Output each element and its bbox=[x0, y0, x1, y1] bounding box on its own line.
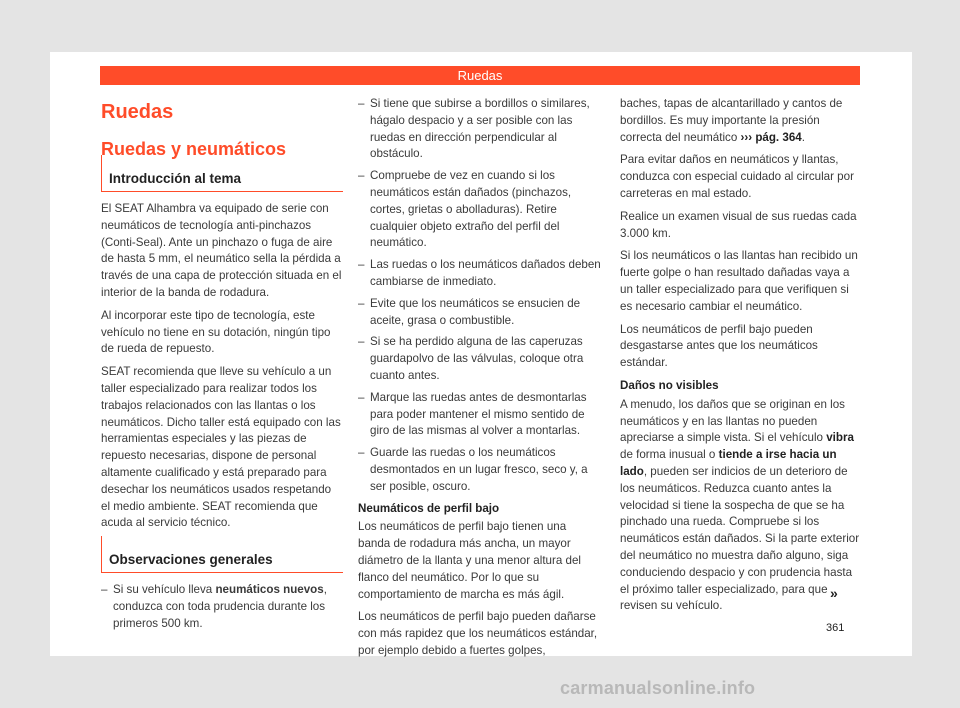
bullet-dash: – bbox=[358, 97, 365, 110]
low-profile-paragraph-2: Los neumáticos de perfil bajo pueden dañarse con más rapidez que los neumáticos estándar, por ejemplo debido a fuertes golpes, bbox=[358, 610, 598, 657]
paragraph-emphasis: tiende a irse hacia un lado bbox=[620, 448, 837, 478]
list-item bbox=[358, 445, 601, 495]
list-item-text: Si su vehículo lleva bbox=[113, 583, 216, 597]
intro-paragraph-3: SEAT recomienda que lleve su vehículo a un taller especializado para realizar todos los trabajos relacionados con las llantas o los neumáticos. Dicho taller está equipado con las herramientas especiales y las piezas de repuesto necesarias, dispone de personal altamente cualificado y está preparado para desechar los neumáticos usados respetando el medio ambiente. SEAT recomienda que acuda al servicio técnico. bbox=[101, 365, 341, 530]
intro-paragraph-1: El SEAT Alhambra va equipado de serie con neumáticos de tecnología anti-pinchazos (Conti-Seal). Ante un pinchazo o fuga de aire de hasta 5 mm, el neumático sella la pérdida a través de una capa de protección situada en el interior de la banda de rodadura. bbox=[101, 202, 342, 299]
section-header-bar: Ruedas bbox=[100, 66, 860, 85]
general-notes-heading-text: Observaciones generales bbox=[109, 552, 273, 568]
impact-paragraph: Si los neumáticos o las llantas han recibido un fuerte golpe o han resultado dañadas vaya a un taller especializado para que verifiquen si es necesario cambiar el neumático. bbox=[620, 249, 858, 313]
intro-heading-text: Introducción al tema bbox=[109, 171, 242, 186]
list-item-text: Marque las ruedas antes de desmontarlas para poder mantener el mismo sentido de giro de las mismas al volver a montarlas. bbox=[370, 390, 587, 438]
list-item bbox=[358, 296, 601, 330]
intro-heading bbox=[101, 169, 343, 192]
wear-paragraph: Los neumáticos de perfil bajo pueden desgastarse antes que los neumáticos estándar. bbox=[620, 322, 818, 370]
bullet-dash: – bbox=[358, 446, 365, 460]
section-title: Ruedas y neumáticos bbox=[101, 139, 287, 159]
paragraph-emphasis: vibra bbox=[826, 431, 854, 445]
inspection-paragraph: Realice un examen visual de sus ruedas cada 3.000 km. bbox=[620, 209, 857, 240]
list-item bbox=[358, 257, 601, 291]
bullet-dash: – bbox=[358, 296, 365, 310]
list-item-text: Si tiene que subirse a bordillos o similares, hágalo despacio y a ser posible con las ruedas en dirección perpendicular al obstáculo. bbox=[370, 97, 590, 161]
bullet-dash: – bbox=[101, 583, 108, 597]
low-profile-paragraph-1: Los neumáticos de perfil bajo tienen una banda de rodadura más ancha, un mayor diámetro de la llanta y una menor altura del flanco del neumático. Por lo que su comportamiento de marcha es más ágil. bbox=[358, 520, 581, 601]
column-left bbox=[101, 96, 343, 638]
paragraph-text: de forma inusual o bbox=[620, 448, 719, 462]
intro-paragraph-2: Al incorporar este tipo de tecnología, este vehículo no tiene en su dotación, ningún tipo de rueda de repuesto. bbox=[101, 308, 331, 356]
list-item-text: , conduzca con toda prudencia durante los primeros 500 km. bbox=[113, 583, 327, 630]
list-item bbox=[101, 582, 343, 632]
list-item-text: Si se ha perdido alguna de las caperuzas guardapolvo de las válvulas, coloque otra cuanto antes. bbox=[370, 335, 584, 382]
low-profile-heading: Neumáticos de perfil bajo bbox=[358, 501, 500, 515]
paragraph-text: , pueden ser indicios de un deterioro de los neumáticos. Reduzca cuanto antes la velocidad si tiene la sospecha de que se ha pinchado una rueda. Compruebe si los neumáticos están dañados. Si la parte exterior del neumático no muestra daño alguno, siga conduciendo despacio y con prudencia hasta el próximo taller especializado, para que revisen su vehículo. bbox=[620, 464, 860, 613]
list-item-text: Guarde las ruedas o los neumáticos desmontados en un lugar fresco, seco y, a ser posible, oscuro. bbox=[370, 446, 588, 493]
page-reference-link[interactable]: ››› pág. 364 bbox=[740, 130, 802, 144]
bullet-dash: – bbox=[358, 335, 365, 349]
list-item bbox=[358, 96, 601, 163]
list-item-text: Las ruedas o los neumáticos dañados deben cambiarse de inmediato. bbox=[370, 258, 601, 288]
list-item bbox=[358, 390, 601, 440]
column-right bbox=[620, 96, 863, 621]
paragraph-text: A menudo, los daños que se originan en los neumáticos y en las llantas no pueden apreciarse a simple vista. Si el vehículo bbox=[620, 397, 845, 445]
pressure-paragraph bbox=[620, 96, 863, 146]
heading-rule-vertical bbox=[101, 155, 102, 191]
damage-avoid-paragraph: Para evitar daños en neumáticos y llantas, conduzca con especial cuidado al circular por carreteras en mal estado. bbox=[620, 153, 854, 200]
column-middle bbox=[358, 96, 601, 666]
heading-rule-vertical bbox=[101, 536, 102, 572]
list-item-text: Evite que los neumáticos se ensucien de aceite, grasa o combustible. bbox=[370, 296, 581, 327]
hidden-damage-heading: Daños no visibles bbox=[620, 378, 719, 392]
continue-mark: » bbox=[830, 585, 838, 601]
page-number: 361 bbox=[826, 622, 845, 634]
list-item bbox=[358, 334, 601, 384]
list-item-emphasis: neumáticos nuevos bbox=[215, 583, 324, 597]
bullet-dash: – bbox=[358, 258, 365, 272]
bullet-dash: – bbox=[358, 390, 365, 404]
hidden-damage-paragraph bbox=[620, 397, 863, 615]
list-item bbox=[358, 168, 601, 252]
page-title: Ruedas bbox=[101, 101, 174, 123]
bullet-dash: – bbox=[358, 169, 365, 183]
paragraph-text: baches, tapas de alcantarillado y cantos de bordillos. Es muy importante la presión correcta del neumático bbox=[620, 97, 843, 144]
general-notes-heading bbox=[101, 550, 343, 573]
paragraph-text: . bbox=[801, 130, 805, 144]
list-item-text: Compruebe de vez en cuando si los neumáticos están dañados (pinchazos, cortes, grietas o abolladuras). Retire cualquier objeto extraño del perfil del neumático. bbox=[370, 169, 572, 250]
watermark-text: carmanualsonline.info bbox=[560, 678, 756, 698]
